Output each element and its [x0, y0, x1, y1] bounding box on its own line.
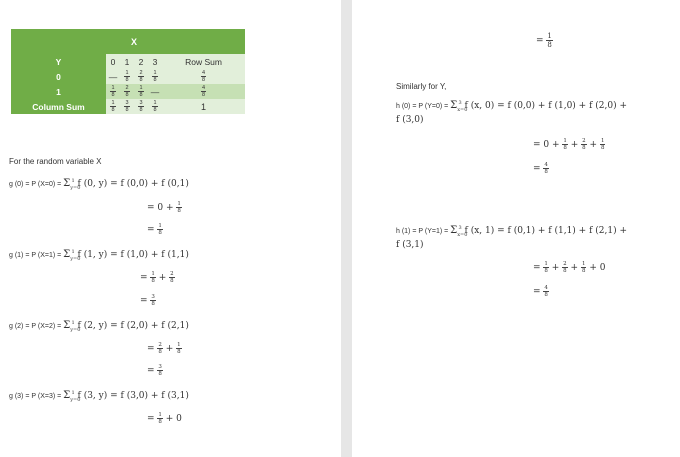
column-sum-3: $\frac{1}{8}$ [148, 99, 162, 114]
g2-equation: g (2) = P $(X=2) = \Sigma_{y=0}^1$ f (2, y) = f (2,0) + f (2,1) [9, 320, 189, 333]
g3-equation: g (3) = P $(X=3) = \Sigma_{y=0}^1$ f (3, y) = f (3,0) + f (3,1) [9, 390, 189, 403]
h0-equation: h (0) = P $(Y=0) = \Sigma_{x=0}^3$ f (x, 0) = f (0,0) + f (1,0) + f (2,0) + [396, 100, 628, 113]
h0-step1: = 0 + $\frac{1}{8}$ + $\frac{2}{8}$ + $\frac{1}{8}$ [533, 138, 605, 151]
intro-x: For the random variable X [9, 157, 102, 166]
top-result: = $\frac{1}{8}$ [536, 32, 552, 49]
x-value: 2 [134, 54, 148, 69]
h0-result: = $\frac{4}{8}$ [533, 162, 548, 175]
cell-0-0: — [106, 69, 120, 84]
h1-equation: h (1) = P $(Y=1) = \Sigma_{x=0}^3$ f (x, 1) = f (0,1) + f (1,1) + f (2,1) + [396, 225, 628, 238]
h1-continuation: f (3,1) [396, 240, 424, 250]
g1-equation: g (1) = P $(X=1) = \Sigma_{y=0}^1$ f (1, y) = f (1,0) + f (1,1) [9, 249, 189, 262]
row-label-0: 0 [11, 69, 106, 84]
row-sum-1: $\frac{4}{8}$ [162, 84, 245, 99]
cell-0-1: $\frac{1}{8}$ [120, 69, 134, 84]
x-value: 0 [106, 54, 120, 69]
g2-result: = $\frac{3}{8}$ [147, 364, 162, 377]
g0-step1: = 0 + $\frac{1}{8}$ [147, 201, 181, 214]
row-sum-header: Row Sum [162, 54, 245, 69]
intro-y: Similarly for Y, [396, 82, 447, 91]
cell-1-2: $\frac{1}{8}$ [134, 84, 148, 99]
y-label: Y [11, 54, 106, 69]
row-label-1: 1 [11, 84, 106, 99]
g0-equation: g (0) = P $(X=0) = \Sigma_{y=0}^1$ f (0, y) = f (0,0) + f (0,1) [9, 178, 189, 191]
g2-step1: = $\frac{2}{8}$ + $\frac{1}{8}$ [147, 342, 181, 355]
page-separator [341, 0, 352, 457]
cell-0-3: $\frac{1}{8}$ [148, 69, 162, 84]
x-value: 1 [120, 54, 134, 69]
g1-result: = $\frac{3}{8}$ [140, 294, 155, 307]
h1-step1: = $\frac{1}{8}$ + $\frac{2}{8}$ + $\frac{1}{8}$ + 0 [533, 261, 606, 274]
column-sum-1: $\frac{3}{8}$ [120, 99, 134, 114]
joint-probability-table [11, 29, 245, 114]
x-value: 3 [148, 54, 162, 69]
g3-step1: = $\frac{1}{8}$ + 0 [147, 412, 182, 425]
h0-continuation: f (3,0) [396, 115, 424, 125]
x-header: X [106, 29, 162, 54]
cell-0-2: $\frac{2}{8}$ [134, 69, 148, 84]
row-sum-0: $\frac{4}{8}$ [162, 69, 245, 84]
g0-result: = $\frac{1}{8}$ [147, 223, 162, 236]
h1-result: = $\frac{4}{8}$ [533, 285, 548, 298]
g1-step1: = $\frac{1}{8}$ + $\frac{2}{8}$ [140, 271, 174, 284]
column-sum-0: $\frac{1}{8}$ [106, 99, 120, 114]
column-sum-2: $\frac{3}{8}$ [134, 99, 148, 114]
cell-1-0: $\frac{1}{8}$ [106, 84, 120, 99]
column-sum-label: Column Sum [11, 99, 106, 114]
cell-1-3: — [148, 84, 162, 99]
cell-1-1: $\frac{2}{8}$ [120, 84, 134, 99]
document-page-right [352, 0, 680, 457]
table-total: 1 [162, 99, 245, 114]
